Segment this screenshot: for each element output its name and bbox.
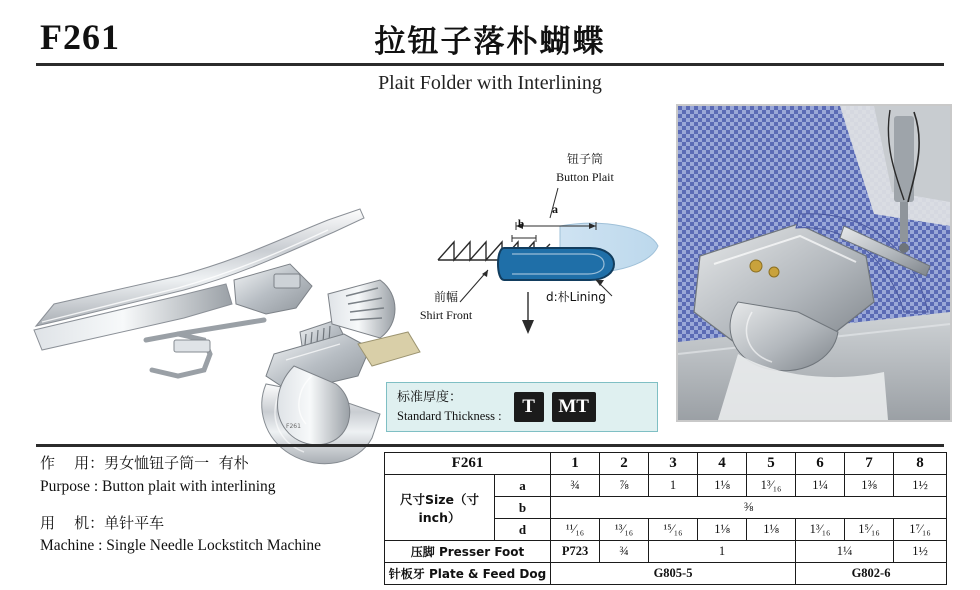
label-button-plait-cn: 钮子筒	[566, 152, 603, 166]
d-value-4: 1⅛	[698, 519, 747, 541]
d-value-5: 1⅛	[747, 519, 796, 541]
size-label-cn: 尺寸	[399, 491, 425, 507]
machine-application-photo	[676, 104, 952, 422]
thickness-badge-mt: MT	[552, 392, 596, 422]
machine-cn: 用 机：单针平车	[40, 513, 165, 532]
info-block	[40, 452, 370, 564]
a-value-7: 1⅜	[845, 475, 894, 497]
thickness-badge-t: T	[514, 392, 544, 422]
a-value-2: ⅞	[600, 475, 649, 497]
spec-model: F261	[385, 453, 551, 475]
thickness-label-en: Standard Thickness :	[397, 409, 502, 424]
axis-b: b	[495, 497, 551, 519]
plate-feed-dog-value-2: G802-6	[796, 563, 947, 585]
plate-feed-dog-label-cn: 针板牙	[388, 567, 425, 581]
axis-a: a	[495, 475, 551, 497]
model-code: F261	[40, 17, 120, 57]
presser-foot-value-3: 1¼	[796, 541, 894, 563]
col-header-5: 5	[747, 453, 796, 475]
svg-text:F261: F261	[286, 423, 301, 430]
a-value-1: ¾	[551, 475, 600, 497]
table-row-size-a	[385, 475, 947, 497]
product-parts-photo	[28, 108, 388, 430]
label-shirt-front-en: Shirt Front	[419, 308, 473, 322]
table-row-presser-foot	[385, 541, 947, 563]
presser-foot-label	[385, 541, 551, 563]
page-title-en: Plait Folder with Interlining	[378, 72, 602, 94]
col-header-3: 3	[649, 453, 698, 475]
presser-foot-label-en: Presser Foot	[438, 545, 525, 559]
col-header-7: 7	[845, 453, 894, 475]
d-value-8: 1⁷⁄₁₆	[894, 519, 947, 541]
d-value-6: 1³⁄₁₆	[796, 519, 845, 541]
machine-row	[40, 512, 370, 558]
a-value-3: 1	[649, 475, 698, 497]
col-header-2: 2	[600, 453, 649, 475]
cross-section-diagram	[400, 130, 680, 350]
b-value-all: ⅜	[551, 497, 947, 519]
d-value-7: 1⁵⁄₁₆	[845, 519, 894, 541]
page-header	[0, 0, 980, 68]
purpose-cn: 作 用：男女恤钮子筒一 有朴	[40, 454, 249, 472]
label-button-plait-en: Button Plait	[556, 170, 614, 184]
spec-table	[384, 452, 947, 585]
size-label	[385, 475, 495, 541]
purpose-en: Purpose : Button plait with interlining	[40, 477, 276, 495]
purpose-row	[40, 452, 370, 498]
col-header-4: 4	[698, 453, 747, 475]
a-value-4: 1⅛	[698, 475, 747, 497]
presser-foot-label-cn: 压脚	[410, 545, 435, 559]
size-label-en: Size（寸inch）	[418, 491, 480, 525]
dimension-label-a: a	[552, 202, 558, 216]
table-row-header	[385, 453, 947, 475]
presser-foot-value-4: 1½	[894, 541, 947, 563]
plate-feed-dog-value-1: G805-5	[551, 563, 796, 585]
presser-foot-model: P723	[551, 541, 600, 563]
a-value-5: 1³⁄₁₆	[747, 475, 796, 497]
col-header-1: 1	[551, 453, 600, 475]
plate-feed-dog-label-en: Plate & Feed Dog	[428, 567, 547, 581]
d-value-2: ¹³⁄₁₆	[600, 519, 649, 541]
presser-foot-value-1: ¾	[600, 541, 649, 563]
col-header-8: 8	[894, 453, 947, 475]
d-value-3: ¹⁵⁄₁₆	[649, 519, 698, 541]
bottom-divider	[36, 444, 944, 447]
standard-thickness-box	[386, 382, 658, 432]
header-divider	[36, 63, 944, 66]
plate-feed-dog-label	[385, 563, 551, 585]
dimension-label-b: b	[517, 218, 525, 230]
a-value-6: 1¼	[796, 475, 845, 497]
col-header-6: 6	[796, 453, 845, 475]
presser-foot-value-2: 1	[649, 541, 796, 563]
label-lining: d:朴Lining	[546, 290, 606, 304]
page-title-cn: 拉钮子落朴蝴蝶	[374, 24, 606, 60]
a-value-8: 1½	[894, 475, 947, 497]
table-row-plate-feed-dog	[385, 563, 947, 585]
thickness-label-cn: 标准厚度：	[397, 389, 463, 405]
d-value-1: ¹¹⁄₁₆	[551, 519, 600, 541]
machine-en: Machine : Single Needle Lockstitch Machine	[40, 537, 322, 555]
axis-d: d	[495, 519, 551, 541]
label-shirt-front-cn: 前幅	[433, 290, 458, 304]
